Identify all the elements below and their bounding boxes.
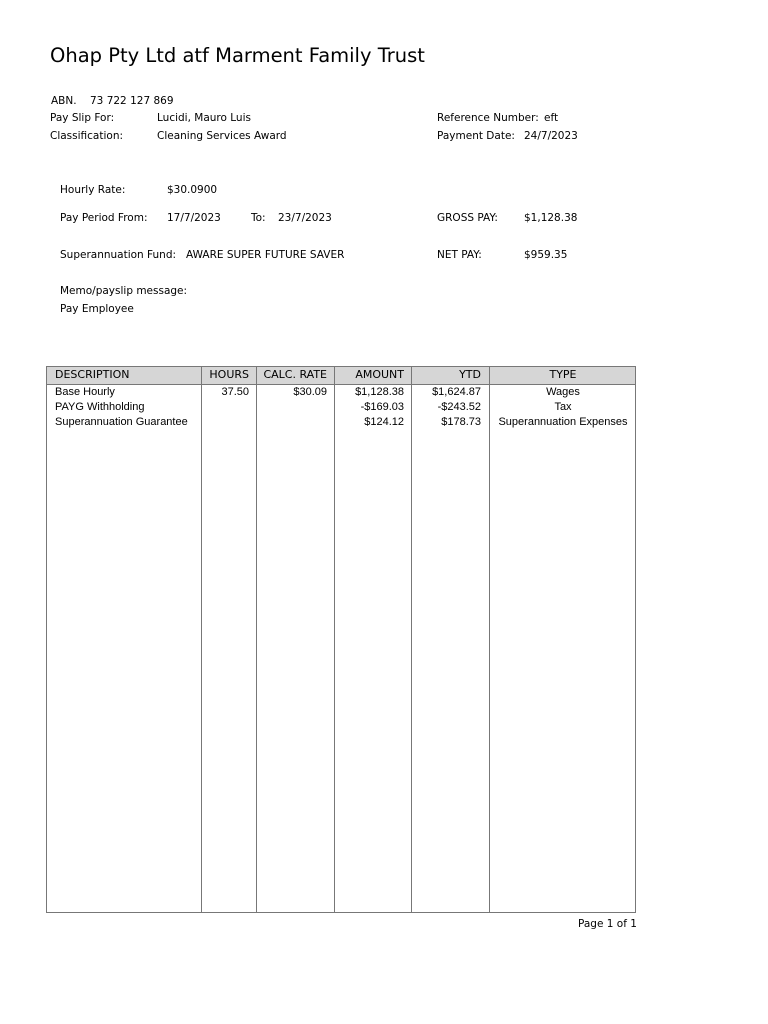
page-number: Page 1 of 1 xyxy=(578,918,637,930)
hourly-rate-label: Hourly Rate: xyxy=(60,184,126,196)
row-1-description: Base Hourly xyxy=(55,386,115,398)
classification-label: Classification: xyxy=(50,130,124,142)
pay-period-to-value: 23/7/2023 xyxy=(278,212,332,224)
column-divider xyxy=(334,367,335,912)
row-2-type: Tax xyxy=(554,401,572,413)
row-2-description: PAYG Withholding xyxy=(55,401,145,413)
row-1-hours: 37.50 xyxy=(221,386,249,398)
column-divider xyxy=(489,367,490,912)
payment-date-value: 24/7/2023 xyxy=(524,130,578,142)
hourly-rate-value: $30.0900 xyxy=(167,184,218,196)
row-1-ytd: $1,624.87 xyxy=(432,386,481,398)
header-calc-rate: CALC. RATE xyxy=(263,368,327,381)
row-3-ytd: $178.73 xyxy=(441,416,481,428)
pay-period-to-label: To: xyxy=(251,212,266,224)
row-2-amount: -$169.03 xyxy=(360,401,404,413)
header-amount: AMOUNT xyxy=(355,368,404,381)
net-pay-value: $959.35 xyxy=(524,249,568,261)
row-3-amount: $124.12 xyxy=(364,416,404,428)
payment-date-label: Payment Date: xyxy=(437,130,515,142)
abn-value: 73 722 127 869 xyxy=(90,95,174,107)
super-fund-value: AWARE SUPER FUTURE SAVER xyxy=(186,249,345,261)
pay-period-from-value: 17/7/2023 xyxy=(167,212,221,224)
column-divider xyxy=(201,367,202,912)
classification-value: Cleaning Services Award xyxy=(157,130,287,142)
reference-number-label: Reference Number: xyxy=(437,112,539,124)
abn-label: ABN. xyxy=(51,95,77,107)
company-title: Ohap Pty Ltd atf Marment Family Trust xyxy=(50,44,425,67)
memo-value: Pay Employee xyxy=(60,303,134,315)
pay-period-from-label: Pay Period From: xyxy=(60,212,148,224)
row-1-calc-rate: $30.09 xyxy=(293,386,327,398)
header-hours: HOURS xyxy=(209,368,249,381)
super-fund-label: Superannuation Fund: xyxy=(60,249,177,261)
reference-number-value: eft xyxy=(544,112,559,124)
header-description: DESCRIPTION xyxy=(55,368,130,381)
row-3-description: Superannuation Guarantee xyxy=(55,416,188,428)
net-pay-label: NET PAY: xyxy=(437,249,482,261)
row-2-ytd: -$243.52 xyxy=(437,401,481,413)
column-divider xyxy=(256,367,257,912)
row-3-type: Superannuation Expenses xyxy=(498,416,628,428)
column-divider xyxy=(411,367,412,912)
row-1-amount: $1,128.38 xyxy=(355,386,404,398)
gross-pay-value: $1,128.38 xyxy=(524,212,578,224)
pay-slip-for-value: Lucidi, Mauro Luis xyxy=(157,112,251,124)
pay-items-table xyxy=(46,366,636,913)
memo-label: Memo/payslip message: xyxy=(60,285,188,297)
pay-slip-for-label: Pay Slip For: xyxy=(50,112,115,124)
header-ytd: YTD xyxy=(459,368,481,381)
gross-pay-label: GROSS PAY: xyxy=(437,212,498,224)
row-1-type: Wages xyxy=(546,386,580,398)
header-type: TYPE xyxy=(549,368,577,381)
